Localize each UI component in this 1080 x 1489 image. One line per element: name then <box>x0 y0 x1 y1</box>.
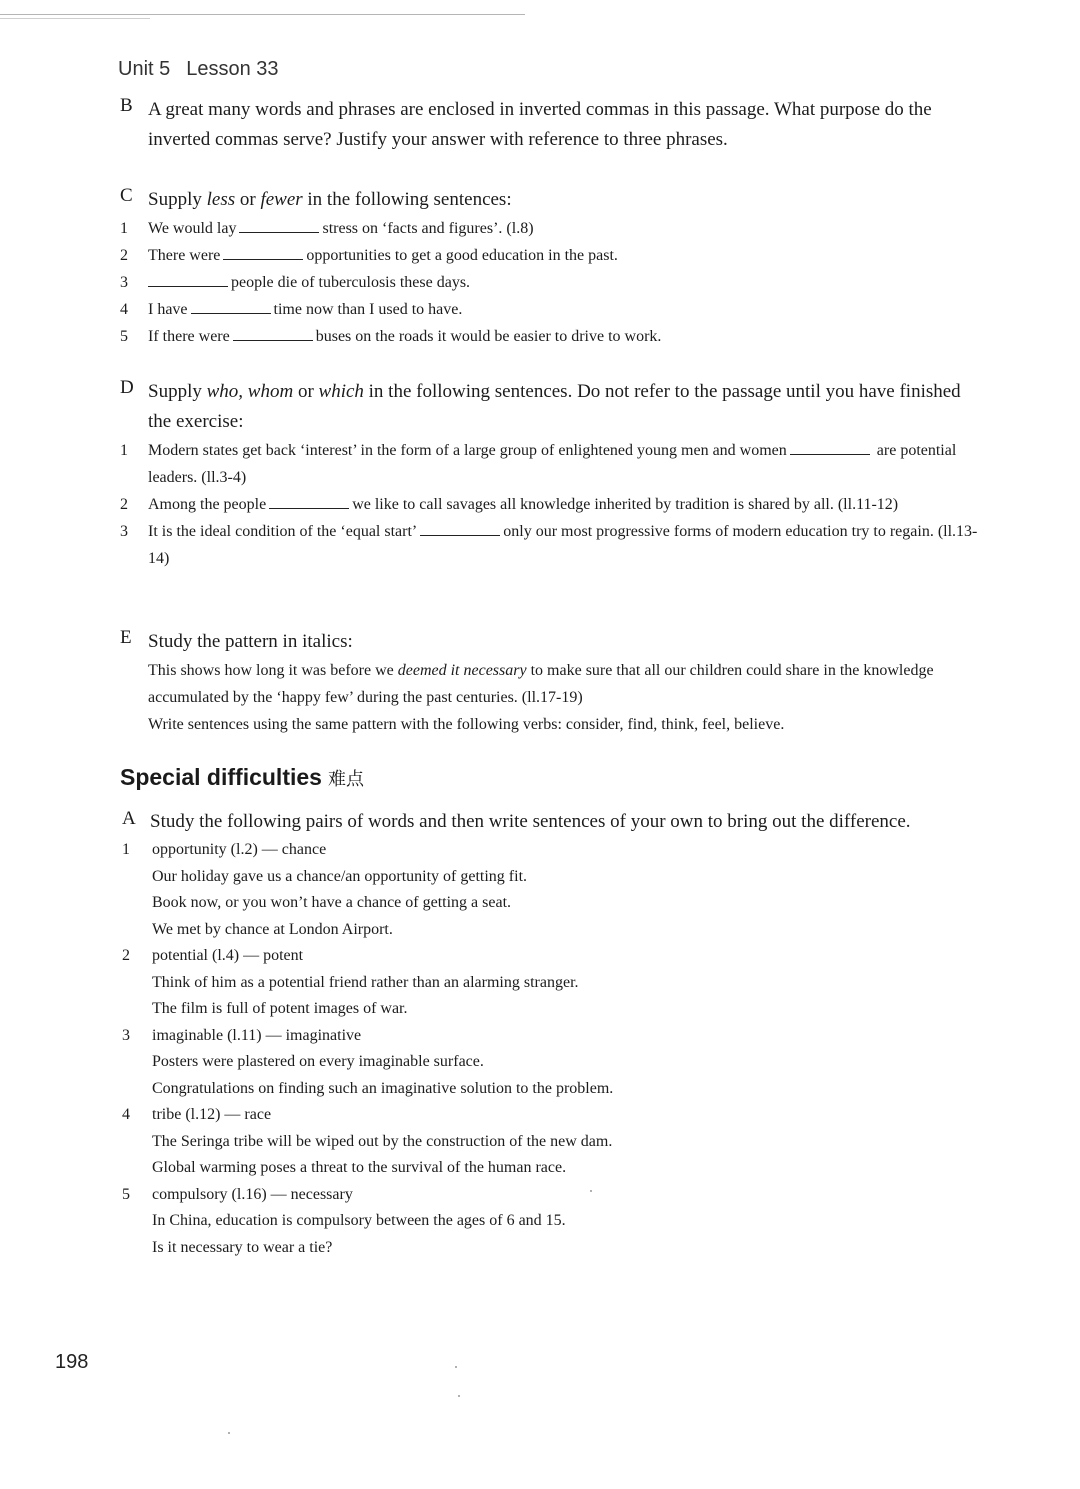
example-sentence: Our holiday gave us a chance/an opportunity of getting fit. <box>152 867 528 885</box>
example-sentence: Global warming poses a threat to the survival of the human race. <box>152 1159 567 1176</box>
word-pair-heading: 5 compulsory (l.16) — necessary <box>122 1185 353 1203</box>
exercise-letter: C <box>120 185 133 206</box>
answer-blank <box>191 300 271 314</box>
word-pair-heading: 4 tribe (l.12) — race <box>122 1106 272 1123</box>
special-difficulties-a <box>122 808 982 1261</box>
top-rule <box>0 14 525 15</box>
list-item: 4 I have time now than I used to have. <box>120 301 463 318</box>
answer-blank <box>790 441 870 455</box>
scan-speck <box>590 1190 592 1192</box>
exercise-b <box>120 95 980 155</box>
list-item: 1 We would lay stress on ‘facts and figures’. (l.8) <box>120 220 534 237</box>
section-title: Special difficulties 难点 <box>120 764 364 790</box>
exercise-e-instruction: Write sentences using the same pattern with the following verbs: consider, find, think, feel, believe. <box>148 716 785 733</box>
exercise-d <box>120 377 980 572</box>
word-pair-heading: 1 opportunity (l.2) — chance <box>122 841 327 858</box>
word-pair-heading: 3 imaginable (l.11) — imaginative <box>122 1026 362 1044</box>
example-sentence: This shows how long it was before we deemed it necessary to make sure that all our children could share in the knowledge accumulated by the ‘happy few’ during the past centuries. (ll.17-19) <box>148 662 934 706</box>
example-sentence: We met by chance at London Airport. <box>152 920 393 938</box>
exercise-c-prompt: Supply less or fewer in the following sentences: <box>148 189 512 210</box>
answer-blank <box>239 219 319 233</box>
answer-blank <box>233 327 313 341</box>
list-item: 3 It is the ideal condition of the ‘equal start’ only our most progressive forms of modern education try to regain. (ll.13-14) <box>120 523 978 567</box>
example-sentence: Posters were plastered on every imaginable surface. <box>152 1053 484 1070</box>
word-pair-heading: 2 potential (l.4) — potent <box>122 947 304 964</box>
exercise-d-prompt: Supply who, whom or which in the following sentences. Do not refer to the passage until you have finished the exercise: <box>148 381 961 432</box>
example-sentence: The film is full of potent images of war. <box>152 1000 408 1017</box>
unit-label: Unit 5 <box>118 58 171 80</box>
exercise-d-items <box>120 437 980 572</box>
exercise-c <box>120 185 980 350</box>
exercise-c-items <box>120 215 980 350</box>
exercise-e-prompt: Study the pattern in italics: <box>148 631 353 652</box>
exercise-letter: D <box>120 377 134 398</box>
example-sentence: In China, education is compulsory between the ages of 6 and 15. <box>152 1212 566 1229</box>
example-sentence: The Seringa tribe will be wiped out by the construction of the new dam. <box>152 1132 613 1150</box>
example-sentence: Think of him as a potential friend rather than an alarming stranger. <box>152 973 579 991</box>
list-item: 2 Among the people we like to call savages all knowledge inherited by tradition is shared by all. (ll.11-12) <box>120 496 899 513</box>
exercise-letter: B <box>120 95 133 116</box>
running-header <box>118 58 295 81</box>
example-sentence: Is it necessary to wear a tie? <box>152 1238 333 1256</box>
page-number: 198 <box>55 1351 89 1373</box>
special-a-text: Study the following pairs of words and then write sentences of your own to bring out the difference. <box>150 811 911 832</box>
word-pairs <box>122 837 982 1261</box>
top-rule-2 <box>0 18 150 19</box>
example-sentence: Book now, or you won’t have a chance of getting a seat. <box>152 894 512 911</box>
answer-blank <box>148 273 228 287</box>
list-item: 5 If there were buses on the roads it would be easier to drive to work. <box>120 328 662 345</box>
exercise-letter: A <box>122 808 136 829</box>
lesson-label: Lesson 33 <box>186 58 279 80</box>
answer-blank <box>420 522 500 536</box>
answer-blank <box>223 246 303 260</box>
answer-blank <box>269 495 349 509</box>
exercise-b-text: A great many words and phrases are enclosed in inverted commas in this passage. What purpose do the inverted commas serve? Justify your answer with reference to three phrases. <box>148 99 932 150</box>
list-item: 2 There were opportunities to get a good education in the past. <box>120 247 618 264</box>
list-item: 1 Modern states get back ‘interest’ in the form of a large group of enlightened young men and women are potential leaders. (ll.3-4) <box>120 442 957 486</box>
scan-speck <box>455 1366 457 1368</box>
list-item: 3 people die of tuberculosis these days. <box>120 274 471 291</box>
scan-speck <box>228 1432 230 1434</box>
example-sentence: Congratulations on finding such an imaginative solution to the problem. <box>152 1079 614 1097</box>
scan-speck <box>458 1395 460 1397</box>
exercise-e <box>120 627 980 738</box>
exercise-letter: E <box>120 627 132 648</box>
